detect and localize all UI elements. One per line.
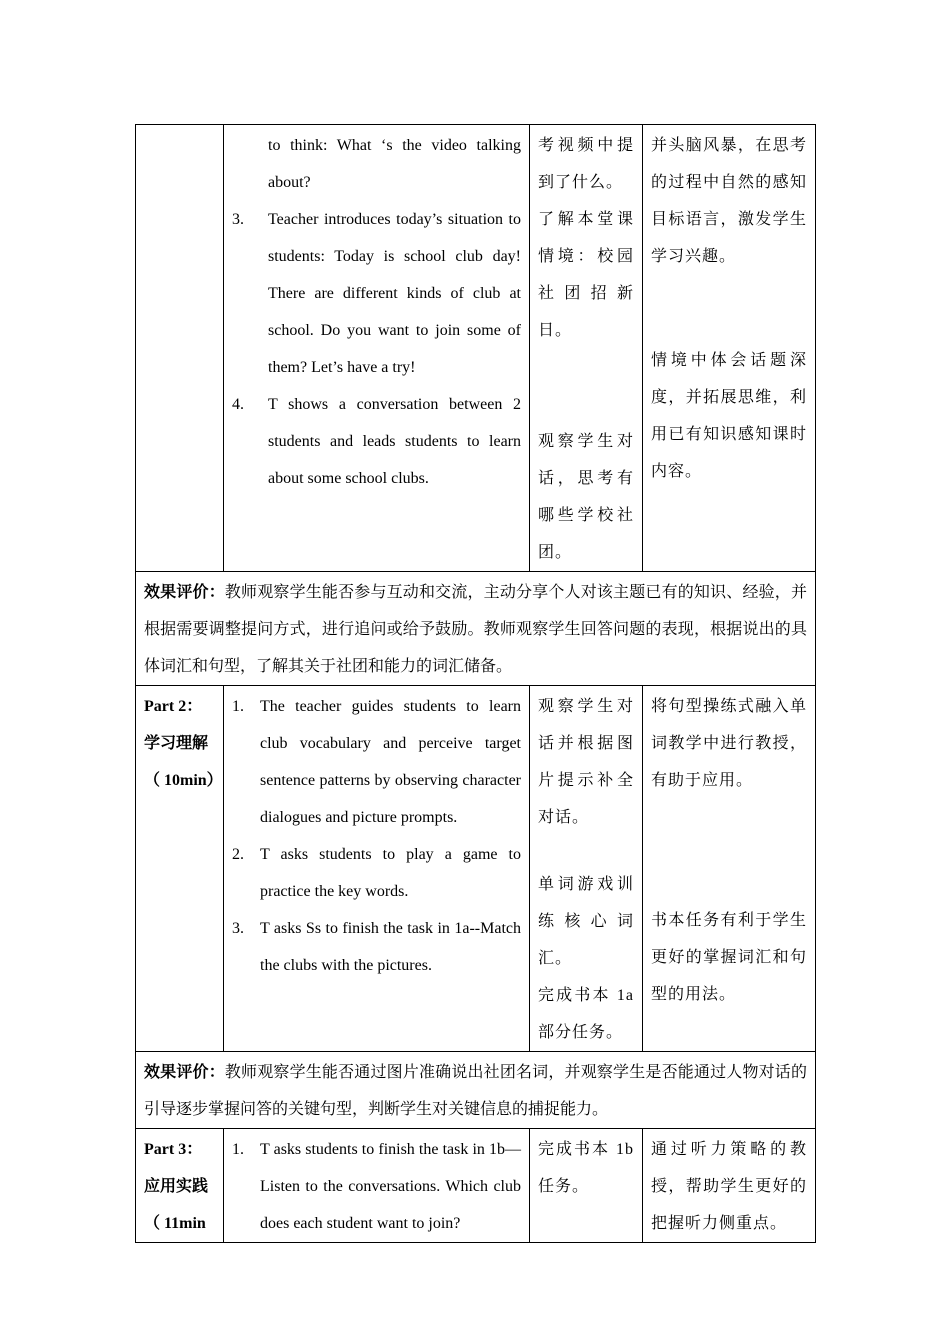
purpose-text: 情境中体会话题深度，并拓展思维，利用已有知识感知课时内容。 <box>651 352 807 480</box>
table-row <box>136 125 816 572</box>
teacher-activity-cell <box>224 686 530 1052</box>
table-row <box>136 1129 816 1243</box>
student-activity-text: 完成书本 1a 部分任务。 <box>538 987 634 1041</box>
evaluation-label: 效果评价： <box>144 584 225 601</box>
purpose-text: 通过听力策略的教授，帮助学生更好的把握听力侧重点。 <box>651 1141 807 1232</box>
teacher-activity-cell <box>224 1129 530 1243</box>
student-activity-cell <box>530 125 643 572</box>
student-activity-cell <box>530 1129 643 1243</box>
lesson-plan-table <box>135 124 816 1243</box>
list-item: 1. The teacher guides students to learn club vocabulary and perceive target sentence patterns by observing character dialogues and picture prompts. <box>232 698 521 826</box>
student-activity-text: 完成书本 1b 任务。 <box>538 1141 634 1195</box>
list-item: 1. T asks students to finish the task in 1b—Listen to the conversations. Which club does each student want to join? <box>232 1141 521 1232</box>
purpose-cell <box>643 686 816 1052</box>
purpose-text: 书本任务有利于学生更好的掌握词汇和句型的用法。 <box>651 912 807 1003</box>
student-activity-text: 单词游戏训练核心词汇。 <box>538 876 634 967</box>
list-item: to think: What ‘s the video talking about? <box>268 137 521 191</box>
evaluation-text: 教师观察学生能否参与互动和交流，主动分享个人对该主题已有的知识、经验，并根据需要调整提问方式，进行追问或给予鼓励。教师观察学生回答问题的表现，根据说出的具体词汇和句型，了解其关于社团和能力的词汇储备。 <box>144 584 807 675</box>
stage-cell: Part 3：应用实践（ 11min <box>136 1129 224 1243</box>
table-row <box>136 572 816 686</box>
table-row <box>136 686 816 1052</box>
student-activity-text: 观察学生对话并根据图片提示补全对话。 <box>538 698 634 826</box>
list-item: 3. Teacher introduces today’s situation to students: Today is school club day! There are different kinds of club at school. Do you want to join some of them? Let’s have a try! <box>232 211 521 376</box>
evaluation-label: 效果评价： <box>144 1064 225 1081</box>
evaluation-cell <box>136 572 816 686</box>
purpose-cell <box>643 1129 816 1243</box>
purpose-text: 并头脑风暴，在思考的过程中自然的感知目标语言，激发学生学习兴趣。 <box>651 137 807 265</box>
stage-cell <box>136 125 224 572</box>
stage-cell: Part 2：学习理解（ 10min） <box>136 686 224 1052</box>
purpose-text: 将句型操练式融入单词教学中进行教授，有助于应用。 <box>651 698 807 789</box>
list-item: 3. T asks Ss to finish the task in 1a--Match the clubs with the pictures. <box>232 920 521 974</box>
student-activity-cell <box>530 686 643 1052</box>
list-item: 4. T shows a conversation between 2 students and leads students to learn about some school clubs. <box>232 396 521 487</box>
evaluation-text: 教师观察学生能否通过图片准确说出社团名词，并观察学生是否能通过人物对话的引导逐步掌握问答的关键句型，判断学生对关键信息的捕捉能力。 <box>144 1064 807 1118</box>
table-row <box>136 1052 816 1129</box>
purpose-cell <box>643 125 816 572</box>
student-activity-text: 了解本堂课情境：校园社团招新日。 <box>538 211 634 339</box>
list-item: 2. T asks students to play a game to practice the key words. <box>232 846 521 900</box>
student-activity-text: 考视频中提到了什么。 <box>538 137 634 191</box>
teacher-activity-cell <box>224 125 530 572</box>
evaluation-cell <box>136 1052 816 1129</box>
student-activity-text: 观察学生对话，思考有哪些学校社团。 <box>538 433 634 561</box>
